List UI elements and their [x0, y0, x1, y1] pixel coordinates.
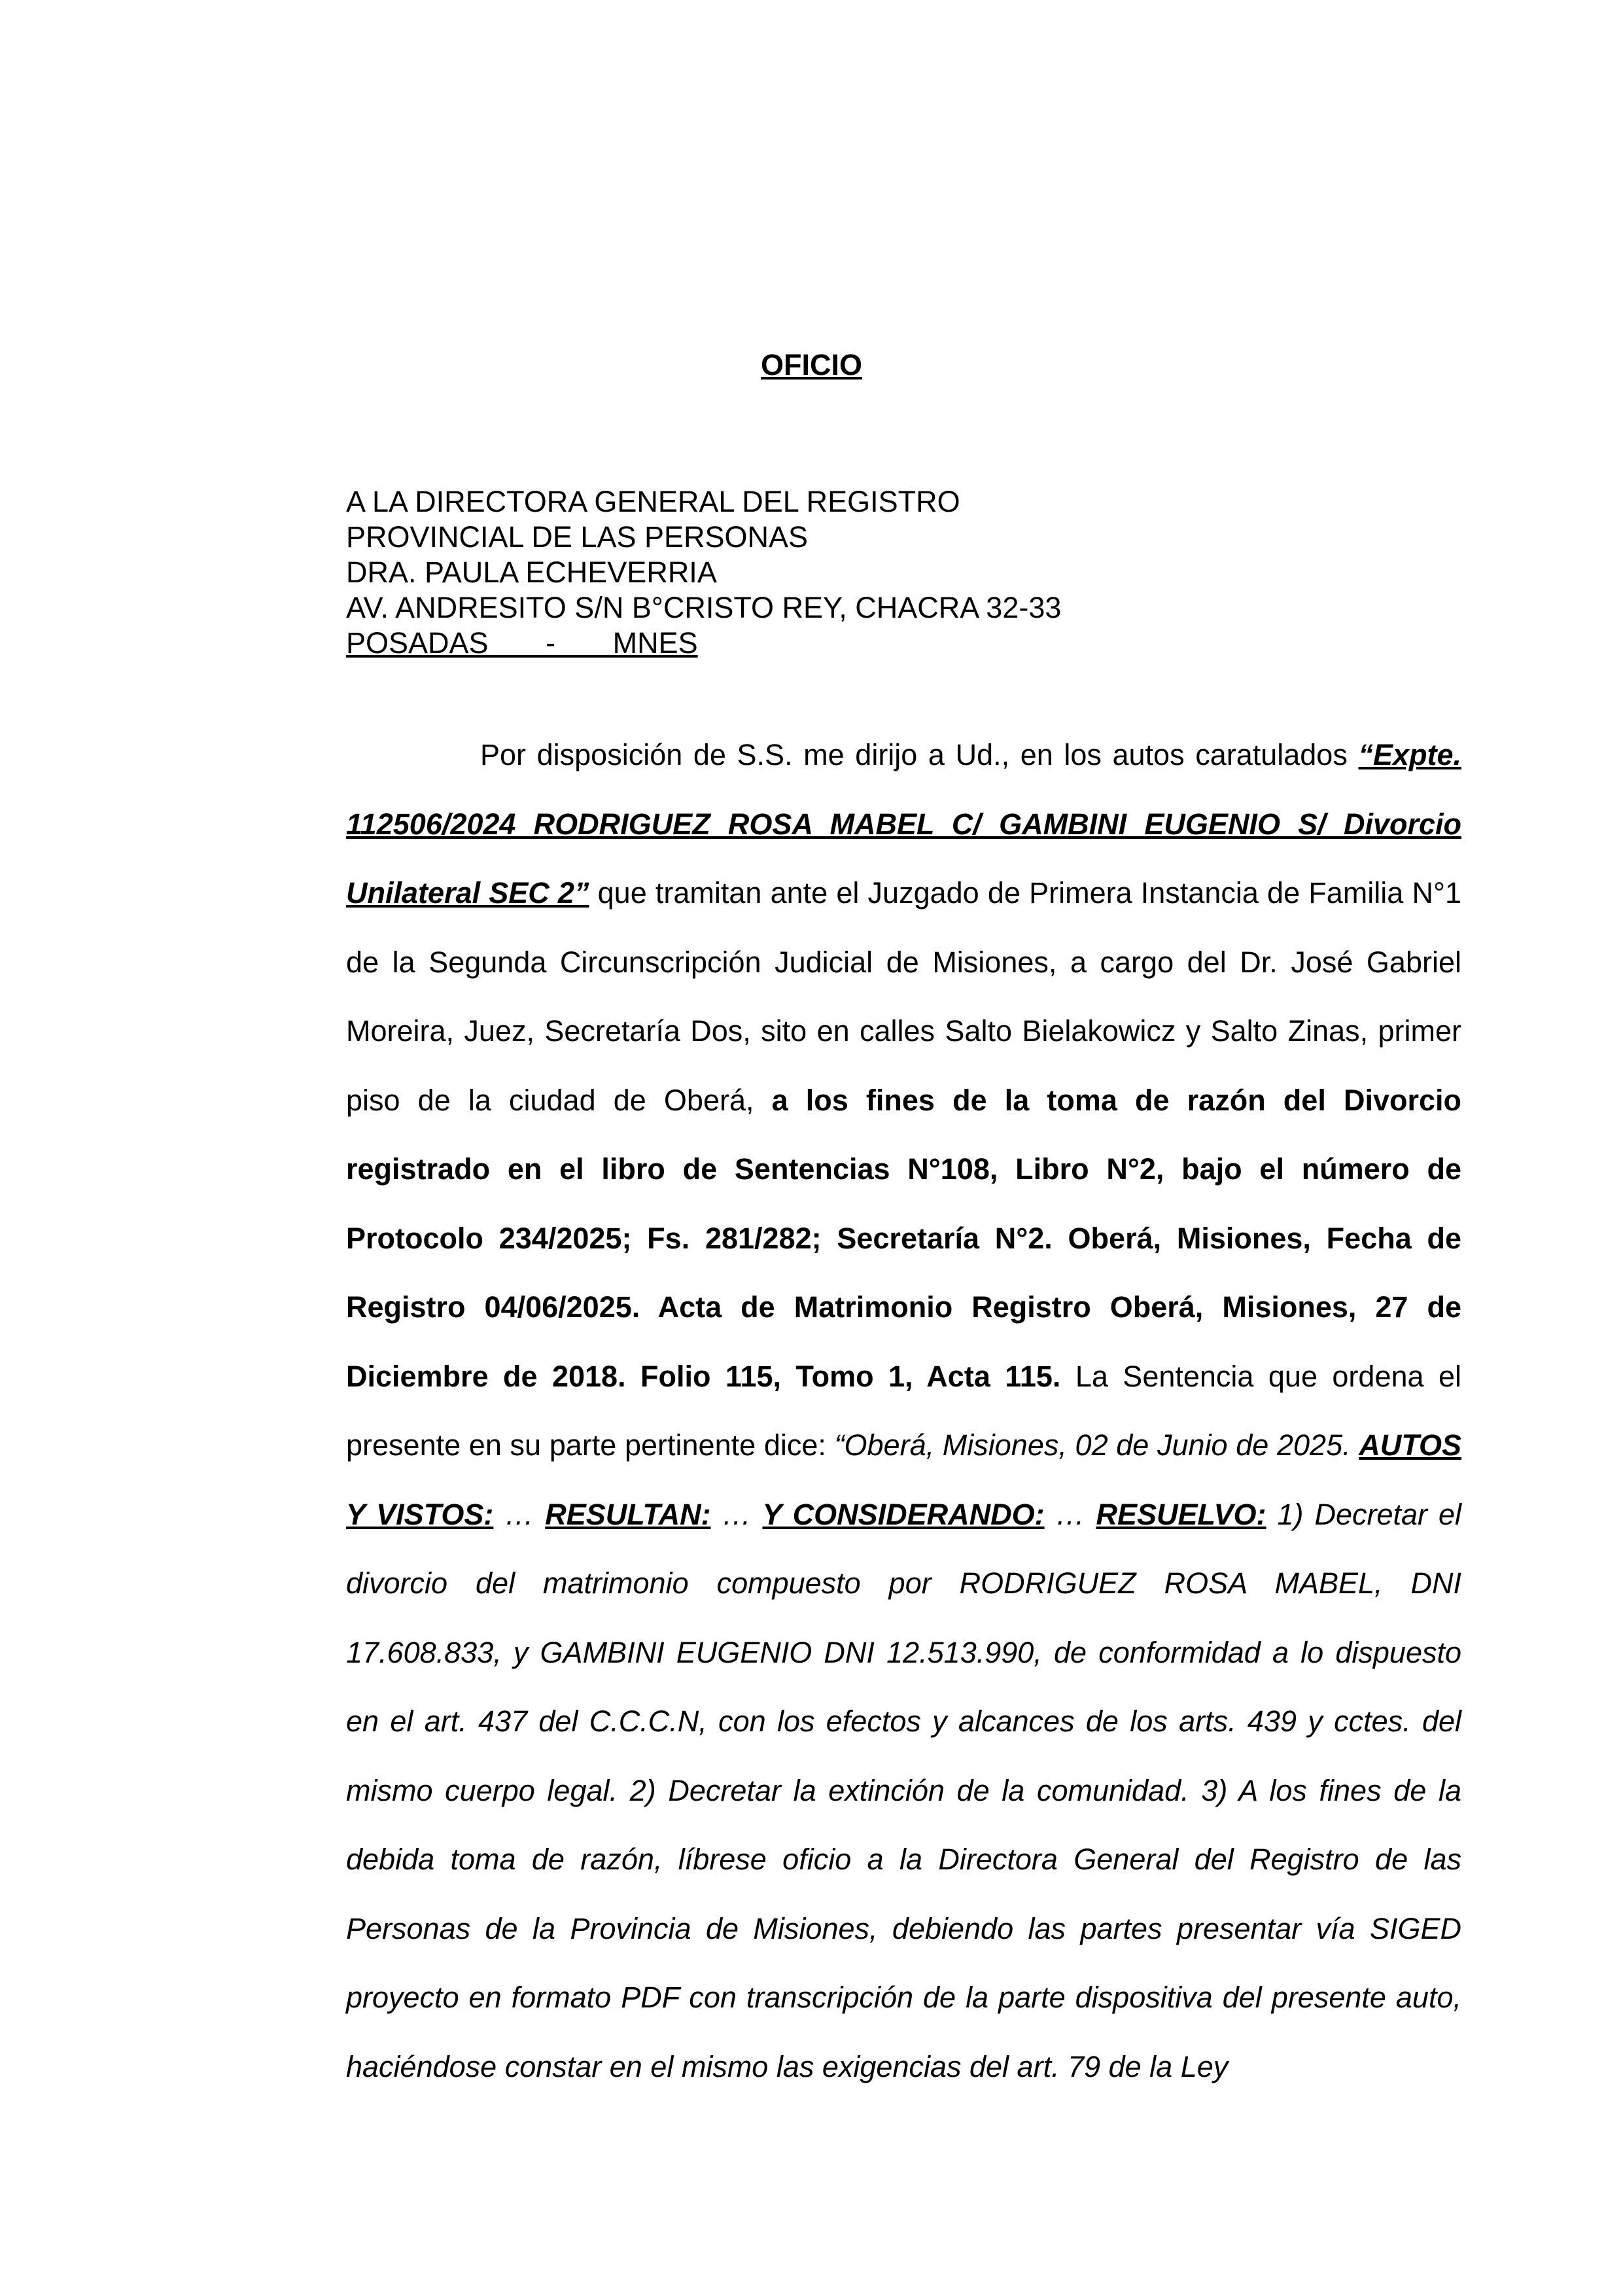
address-line-recipient: A LA DIRECTORA GENERAL DEL REGISTRO: [346, 485, 960, 518]
document-body: [346, 720, 1461, 2101]
resultan-heading: RESULTAN:: [545, 1497, 711, 1531]
ellipsis-separator: …: [493, 1497, 546, 1531]
address-line-institution: PROVINCIAL DE LAS PERSONAS: [346, 520, 809, 554]
court-details: que tramitan ante el Juzgado de Primera Instancia de Familia N°1 de la Segunda Circunscripción Judicial de Misiones, a cargo del Dr. José Gabriel Moreira, Juez, Secretaría Dos, sito en calles Salto Bielakowicz y Salto Zinas, primer piso de la ciudad de Oberá,: [346, 876, 1461, 1117]
autos-y-vistos-heading: AUTOS Y VISTOS:: [346, 1428, 1461, 1531]
address-line-name: DRA. PAULA ECHEVERRIA: [346, 556, 717, 589]
quote-date: “Oberá, Misiones, 02 de Junio de 2025.: [834, 1428, 1359, 1462]
document-title: OFICIO: [761, 348, 862, 381]
body-intro: Por disposición de S.S. me dirijo a Ud., en los autos caratulados: [480, 738, 1359, 771]
recipient-address-block: [346, 484, 1458, 661]
address-line-street: AV. ANDRESITO S/N B°CRISTO REY, CHACRA 32-33: [346, 591, 1062, 624]
sentence-intro: La Sentencia que ordena el presente en su parte pertinente dice:: [346, 1359, 1461, 1462]
case-title: “Expte. 112506/2024 RODRIGUEZ ROSA MABEL C/ GAMBINI EUGENIO S/ Divorcio Unilateral SEC 2”: [346, 738, 1461, 910]
resuelvo-heading: RESUELVO:: [1096, 1497, 1266, 1531]
ellipsis-separator: …: [710, 1497, 763, 1531]
ellipsis-separator: …: [1044, 1497, 1096, 1531]
considerando-heading: Y CONSIDERANDO:: [762, 1497, 1045, 1531]
registration-purpose: a los fines de la toma de razón del Divorcio registrado en el libro de Sentencias N°108, Libro N°2, bajo el número de Protocolo 234/2025; Fs. 281/282; Secretaría N°2. Oberá, Misiones, Fecha de Registro 04/06/2025. Acta de Matrimonio Registro Oberá, Misiones, 27 de Diciembre de 2018. Folio 115, Tomo 1, Acta 115.: [346, 1083, 1461, 1393]
body-paragraph: [346, 720, 1461, 2101]
resolution-text: 1) Decretar el divorcio del matrimonio compuesto por RODRIGUEZ ROSA MABEL, DNI 17.608.833, y GAMBINI EUGENIO DNI 12.513.990, de conformidad a lo dispuesto en el art. 437 del C.C.C.N, con los efectos y alcances de los arts. 439 y cctes. del mismo cuerpo legal. 2) Decretar la extinción de la comunidad. 3) A los fines de la debida toma de razón, líbrese oficio a la Directora General del Registro de las Personas de la Provincia de Misiones, debiendo las partes presentar vía SIGED proyecto en formato PDF con transcripción de la parte dispositiva del presente auto, haciéndose constar en el mismo las exigencias del art. 79 de la Ley: [346, 1497, 1461, 2083]
address-line-city: POSADAS - MNES: [346, 626, 698, 660]
